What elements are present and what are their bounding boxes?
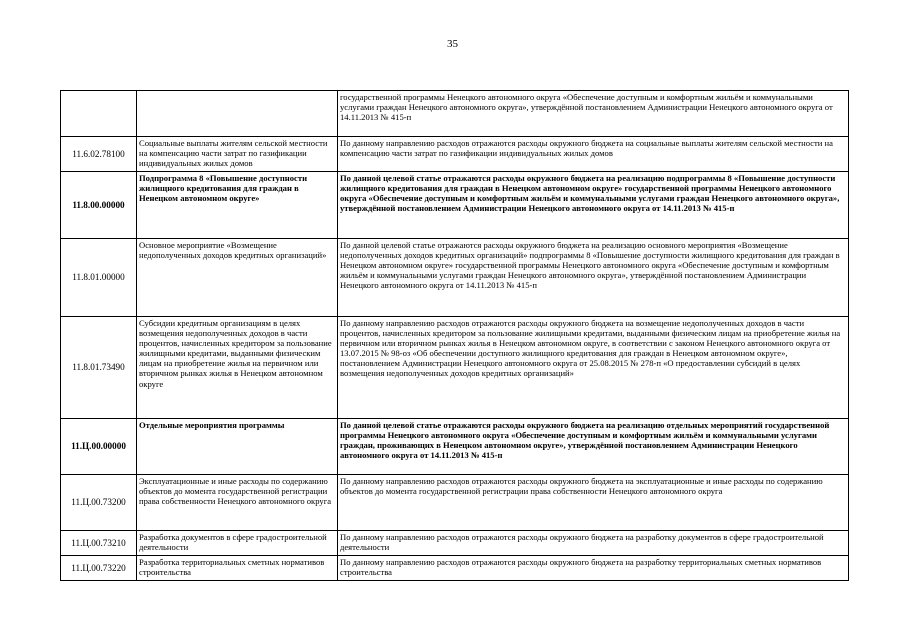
- row-code: [61, 91, 137, 137]
- row-description: По данному направлению расходов отражаются расходы окружного бюджета на социальные выплаты жителям сельской местности на компенсацию части затрат по газификации индивидуальных жилых домов: [338, 137, 849, 172]
- row-description: По данной целевой статье отражаются расходы окружного бюджета на реализацию подпрограммы 8 «Повышение доступности жилищного кредитования для граждан в Ненецком автономном округе» государственной программы Ненецкого автономного округа «Обеспечение доступным и комфортным жильём и коммунальными услугами граждан Ненецкого автономного округа», утверждённой постановлением Администрации Ненецкого автономного округа от 14.11.2013 № 415-п: [338, 172, 849, 239]
- table-row: [61, 91, 849, 137]
- row-description: По данному направлению расходов отражаются расходы окружного бюджета на возмещение недополученных доходов в части процентов, начисленных кредитором за пользование жилищными кредитами, выданными физическим лицам на приобретение жилья на первичном или вторичном рынках жилья в Ненецком автономном округе, в соответствии с законом Ненецкого автономного округа от 13.07.2015 № 98-оз «Об обеспечении доступного жилищного кредитования для граждан в Ненецком автономном округе», постановлением Администрации Ненецкого автономного округа от 25.08.2015 № 278-п «О предоставлении субсидий в целях возмещения недополученных доходов кредитных организаций»: [338, 317, 849, 419]
- row-code: 11.Ц.00.73210: [61, 531, 137, 556]
- table-row: [61, 239, 849, 317]
- row-description: По данному направлению расходов отражаются расходы окружного бюджета на разработку территориальных сметных нормативов строительства: [338, 556, 849, 581]
- row-description: По данному направлению расходов отражаются расходы окружного бюджета на эксплуатационные и иные расходы по содержанию объектов до момента государственной регистрации права собственности Ненецкого автономного округа: [338, 475, 849, 531]
- table-row: [61, 419, 849, 475]
- row-code: 11.Ц.00.73200: [61, 475, 137, 531]
- row-name: [137, 91, 338, 137]
- table-row: [61, 556, 849, 581]
- row-name: Субсидии кредитным организациям в целях возмещения недополученных доходов в части процентов, начисленных кредитором за пользование жилищными кредитами, выданными физическим лицам на приобретение жилья на первичном или вторичном рынках жилья в Ненецком автономном округе: [137, 317, 338, 419]
- row-description: государственной программы Ненецкого автономного округа «Обеспечение доступным и комфортным жильём и коммунальными услугами граждан Ненецкого автономного округа», утверждённой постановлением Администрации Ненецкого автономного округа от 14.11.2013 № 415-п: [338, 91, 849, 137]
- table-row: [61, 172, 849, 239]
- row-name: Социальные выплаты жителям сельской местности на компенсацию части затрат по газификации индивидуальных жилых домов: [137, 137, 338, 172]
- table-row: [61, 475, 849, 531]
- row-description: По данному направлению расходов отражаются расходы окружного бюджета на разработку документов в сфере градостроительной деятельности: [338, 531, 849, 556]
- row-name: Разработка документов в сфере градостроительной деятельности: [137, 531, 338, 556]
- row-name: Основное мероприятие «Возмещение недополученных доходов кредитных организаций»: [137, 239, 338, 317]
- row-description: По данной целевой статье отражаются расходы окружного бюджета на реализацию отдельных мероприятий государственной программы Ненецкого автономного округа «Обеспечение доступным и комфортным жильём и коммунальными услугами граждан, проживающих в Ненецком автономном округе», утверждённой постановлением Администрации Ненецкого автономного округа от 14.11.2013 № 415-п: [338, 419, 849, 475]
- table-row: [61, 137, 849, 172]
- row-code: 11.Ц.00.73220: [61, 556, 137, 581]
- row-code: 11.8.01.00000: [61, 239, 137, 317]
- row-name: Отдельные мероприятия программы: [137, 419, 338, 475]
- row-code: 11.8.00.00000: [61, 172, 137, 239]
- row-description: По данной целевой статье отражаются расходы окружного бюджета на реализацию основного мероприятия «Возмещение недополученных доходов кредитных организаций» подпрограммы 8 «Повышение доступности жилищного кредитования для граждан в Ненецком автономном округе» государственной программы Ненецкого автономного округа «Обеспечение доступным и комфортным жильём и коммунальными услугами граждан Ненецкого автономного округа», утверждённой постановлением Администрации Ненецкого автономного округа от 14.11.2013 № 415-п: [338, 239, 849, 317]
- row-code: 11.8.01.73490: [61, 317, 137, 419]
- row-code: 11.6.02.78100: [61, 137, 137, 172]
- row-name: Эксплуатационные и иные расходы по содержанию объектов до момента государственной регистрации права собственности Ненецкого автономного округа: [137, 475, 338, 531]
- row-name: Подпрограмма 8 «Повышение доступности жилищного кредитования для граждан в Ненецком автономном округе»: [137, 172, 338, 239]
- table-row: [61, 531, 849, 556]
- budget-classification-table: [60, 90, 849, 581]
- table-row: [61, 317, 849, 419]
- row-name: Разработка территориальных сметных нормативов строительства: [137, 556, 338, 581]
- page-number: 35: [447, 38, 458, 50]
- row-code: 11.Ц.00.00000: [61, 419, 137, 475]
